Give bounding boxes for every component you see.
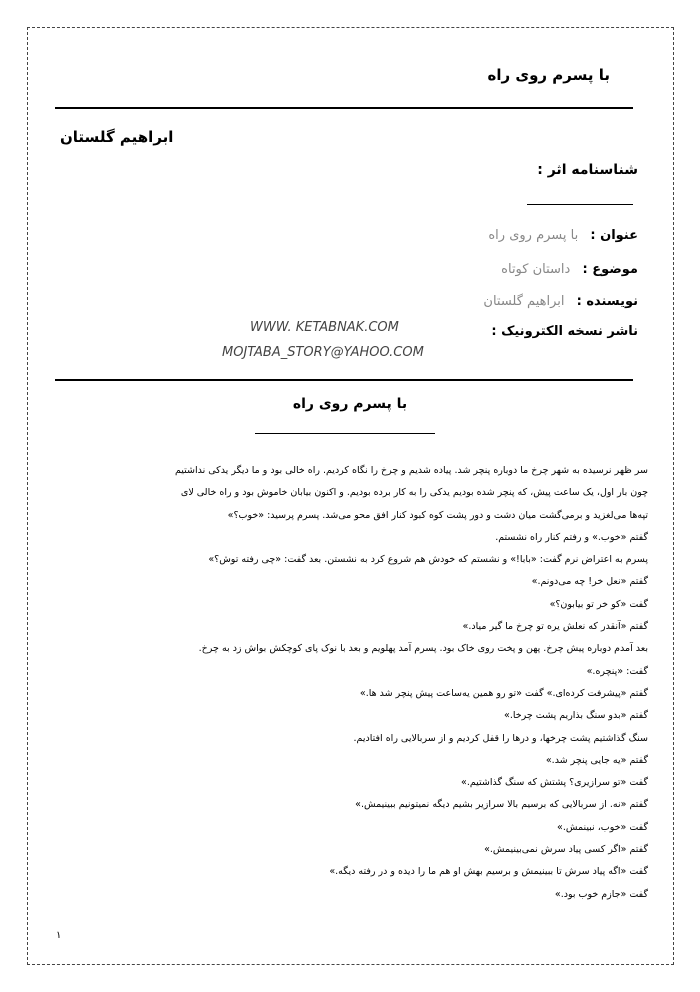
title-divider (55, 107, 633, 109)
story-line: گفتم «یه جایی پنچر شد.» (545, 754, 648, 766)
author-name: ابراهیم گلستان (60, 128, 174, 146)
page-number: ۱ (56, 930, 62, 941)
meta-label: نویسنده : (576, 294, 638, 309)
story-line: گفتم «آنقدر که نعلش یره تو چرخ ما گیر میاد.» (462, 621, 648, 633)
story-line: گفت: «پنچره.» (586, 665, 648, 677)
identity-heading: شناسنامه اثر : (537, 162, 638, 178)
meta-row-author (398, 294, 638, 309)
meta-label: ناشر نسخه الکترونیک : (491, 324, 638, 339)
story-line: بعد آمدم دوباره پیش چرخ. پهن و پخت روی خاک بود. پسرم آمد پهلویم و بعد با نوک پای کوچکش بواش زد به چرخ. (198, 643, 648, 655)
story-line: گفت «تو سرازیری؟ پشتش که سنگ گذاشتیم.» (461, 777, 648, 789)
story-line: سر ظهر نرسیده به شهر چرخ ما دوباره پنچر شد. پیاده شدیم و چرخ را نگاه کردیم. راه خالی بود و ما دیگر یدکی نداشتیم (174, 465, 648, 476)
story-line: گفت «اگه پیاد سرش تا ببینیمش و برسیم بهش او هم ما را دیده و در رفته دیگه.» (329, 866, 648, 878)
publisher-email[interactable]: MOJTABA_STORY@YAHOO.COM (222, 345, 424, 360)
story-line: گفتم «بدو سنگ بذاریم پشت چرخا.» (504, 710, 648, 722)
publisher-url[interactable]: WWW. KETABNAK.COM (250, 320, 399, 335)
meta-value: داستان کوتاه (501, 262, 571, 277)
identity-divider (527, 204, 633, 205)
meta-label: موضوع : (582, 262, 638, 277)
story-line: گفتم «اگر کسی پیاد سرش نمی‌بینیمش.» (484, 844, 648, 856)
section-divider (55, 379, 633, 381)
story-line: گفتم «خوب.» و رفتم کنار راه نشستم. (495, 531, 648, 543)
story-line: گفتم «نه. از سربالایی که برسیم بالا سرازیر بشیم دیگه نمیتونیم ببینیمش.» (355, 799, 648, 811)
meta-row-subject (398, 262, 638, 277)
story-line: گفت «کو خر تو بیابون؟» (549, 598, 648, 610)
meta-label: عنوان : (590, 228, 638, 243)
story-title-underline (255, 433, 435, 434)
story-line: گفت «خوب، نبینمش.» (557, 821, 648, 833)
story-line: گفت «جازم خوب بود.» (554, 888, 648, 900)
story-line: گفتم «نعل خر! چه می‌دونم.» (531, 576, 648, 588)
meta-value: ابراهیم گلستان (483, 294, 565, 309)
story-line: چون بار اول، یک ساعت پیش، که پنچر شده بودیم یدکی را به کار برده بودیم. و اکنون بیابان خاموش بود و راه خالی لای (180, 487, 648, 499)
story-title: با پسرم روی راه (292, 396, 408, 412)
story-line: پسرم به اعتراض نرم گفت: «بابا!» و نشستم که خودش هم شروع کرد به نشستن. بعد گفت: «چی رفته توش؟» (208, 554, 648, 566)
meta-row-publisher (398, 324, 638, 339)
meta-row-title (398, 228, 638, 243)
story-line: سنگ گذاشتیم پشت چرخها، و درها را قفل کردیم و از سربالایی راه افتادیم. (353, 732, 648, 744)
story-line: تپه‌ها می‌لغزید و برمی‌گشت میان دشت و دور پشت کوه کبود کنار افق محو می‌شد. پسرم پرسید: «خوب؟» (227, 509, 648, 521)
story-line: گفتم «پیشرفت کرده‌ای.» گفت «تو رو همین یه‌ساعت پیش پنچر شد ها.» (359, 687, 648, 699)
story-body (52, 460, 648, 906)
book-title: با پسرم روی راه (487, 66, 610, 84)
meta-value: با پسرم روی راه (488, 228, 579, 243)
